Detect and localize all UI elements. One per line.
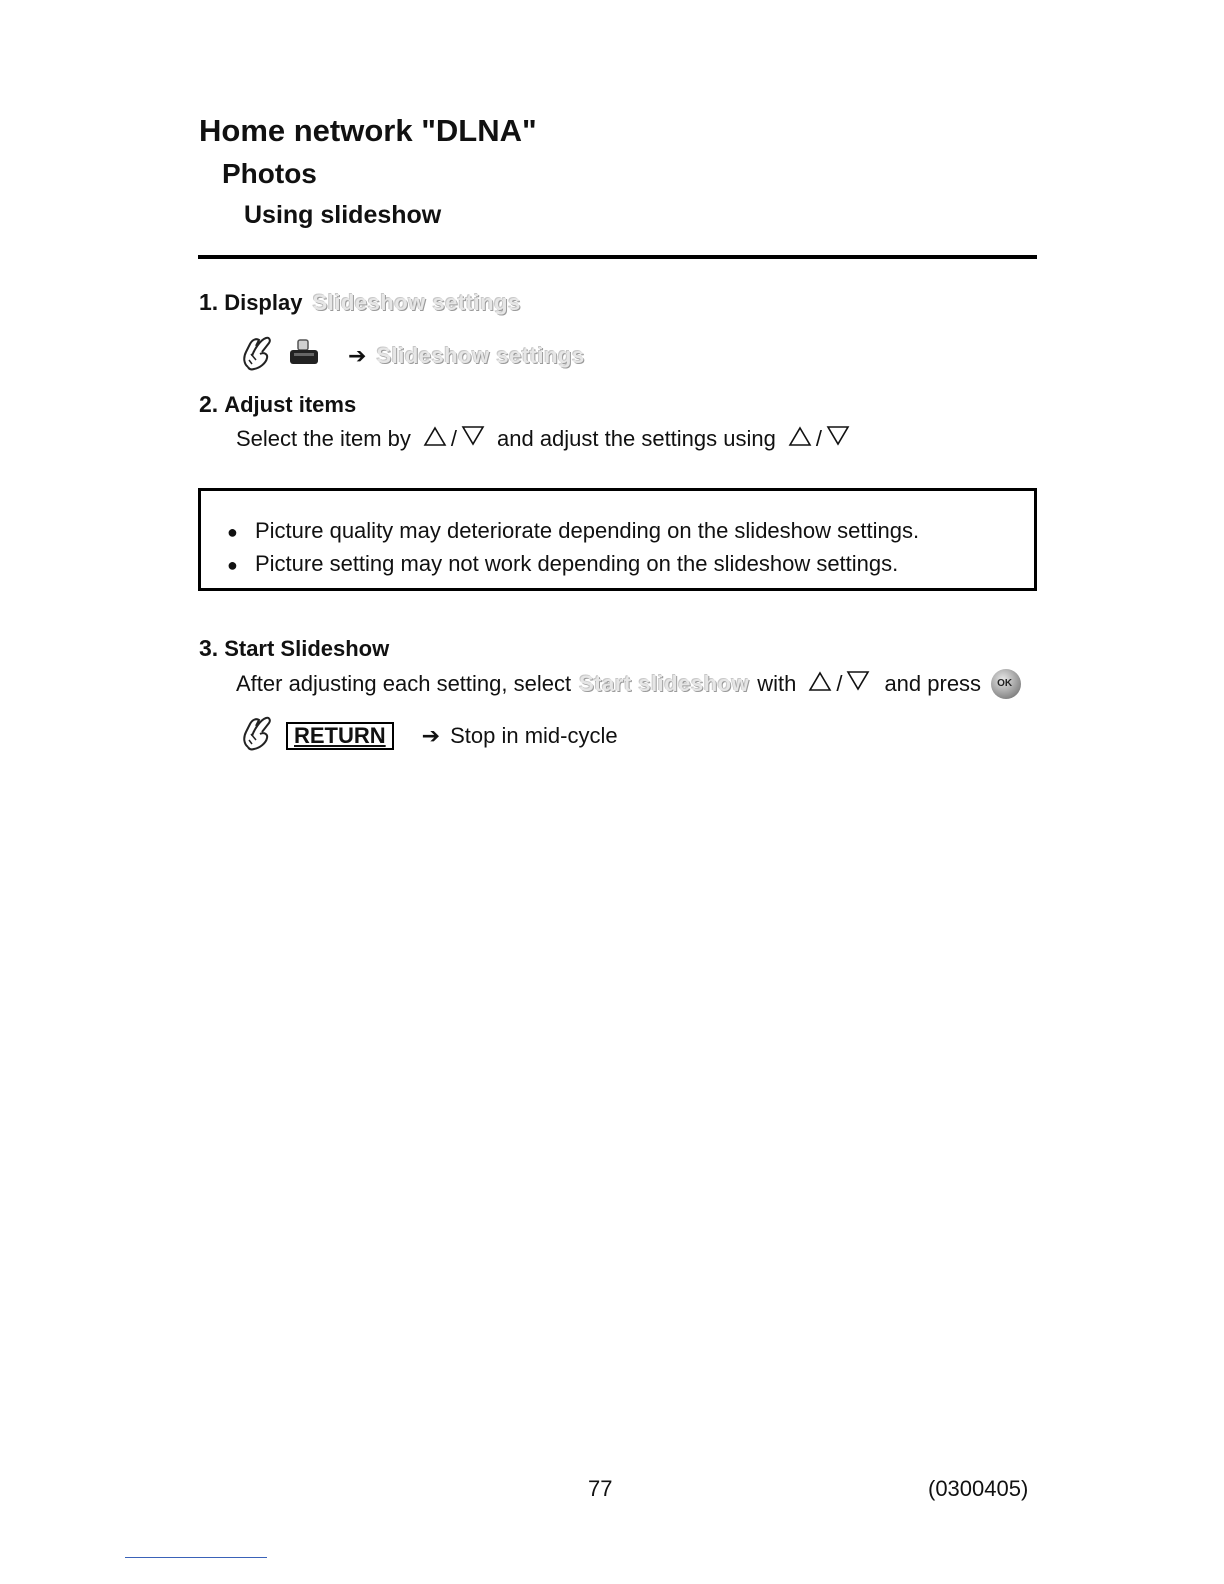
step-3-text-a: After adjusting each setting, select: [236, 671, 572, 696]
bullet: ●: [227, 555, 238, 575]
hand-remote-icon: [240, 714, 274, 758]
notes-box: [198, 488, 1037, 591]
header-divider: [198, 255, 1037, 259]
note-text: Picture setting may not work depending on the slideshow settings.: [255, 551, 899, 576]
separator: /: [815, 426, 822, 451]
ok-label: OK: [997, 678, 1013, 689]
section-title: Using slideshow: [244, 201, 442, 229]
note-item: [227, 548, 919, 581]
step-2-title: [199, 391, 356, 418]
return-key: RETURN: [286, 722, 394, 750]
step-3-number: 3.: [199, 635, 219, 661]
step-1-label: Display: [224, 290, 303, 315]
step-2-text-b: and adjust the settings using: [497, 426, 776, 451]
step-2-text-a: Select the item by: [236, 426, 411, 451]
footer-rule: [125, 1557, 267, 1558]
notes-list: [227, 515, 919, 581]
step-1-result: Slideshow settings: [376, 343, 585, 368]
step-1-highlight: Slideshow settings: [312, 290, 521, 315]
note-item: [227, 515, 919, 548]
arrow-right-icon: ➔: [348, 343, 367, 368]
step-2-number: 2.: [199, 391, 219, 417]
separator: /: [450, 426, 457, 451]
up-triangle-icon: [788, 425, 812, 453]
step-2-text: [236, 425, 850, 453]
up-triangle-icon: [808, 670, 832, 698]
step-3-title: [199, 635, 389, 662]
step-1-nav: [240, 334, 585, 378]
arrow-right-icon: ➔: [421, 723, 441, 748]
step-3-text-c: and press: [884, 671, 982, 696]
page-subtitle: Photos: [222, 158, 317, 189]
note-text: Picture quality may deteriorate depending on the slideshow settings.: [255, 518, 920, 543]
hand-remote-icon: [240, 334, 274, 378]
ok-button-icon: [991, 669, 1021, 699]
down-triangle-icon: [461, 425, 485, 453]
bullet: ●: [227, 522, 238, 542]
document-code: (0300405): [928, 1476, 1029, 1501]
down-triangle-icon: [826, 425, 850, 453]
return-result: Stop in mid-cycle: [450, 723, 618, 748]
step-3-text-b: with: [757, 671, 797, 696]
menu-key-icon: [288, 338, 322, 374]
step-1-number: 1.: [199, 289, 219, 315]
up-triangle-icon: [423, 425, 447, 453]
step-3-text: [236, 669, 1021, 699]
step-3-return: [240, 714, 618, 758]
page-title: Home network "DLNA": [199, 113, 537, 148]
step-3-highlight: Start slideshow: [579, 671, 750, 696]
step-1-title: [199, 289, 521, 316]
down-triangle-icon: [846, 670, 870, 698]
step-3-label: Start Slideshow: [224, 636, 390, 661]
step-2-label: Adjust items: [224, 392, 357, 417]
separator: /: [836, 671, 843, 696]
page-number: 77: [588, 1476, 613, 1501]
